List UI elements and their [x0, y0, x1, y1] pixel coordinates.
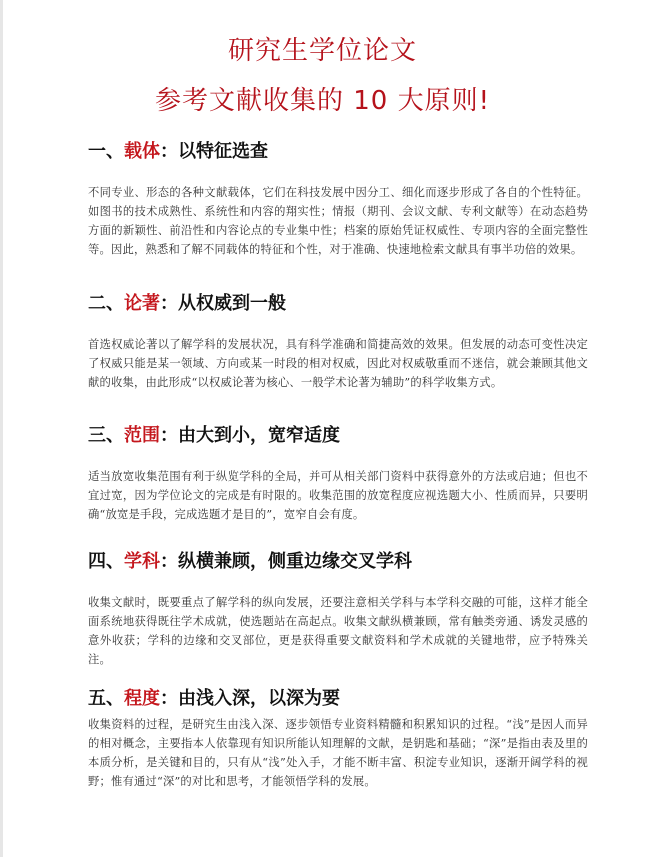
section-heading [88, 424, 588, 448]
section-heading [88, 140, 588, 164]
section-number: 五、 [88, 688, 124, 709]
section-sep: ： [160, 141, 178, 162]
section-4 [88, 550, 588, 669]
section-keyword: 学科 [124, 551, 160, 572]
section-2 [88, 292, 588, 392]
section-sep: ： [160, 688, 178, 709]
section-keyword: 程度 [124, 688, 160, 709]
section-body: 不同专业、形态的各种文献载体，它们在科技发展中因分工、细化而逐步形成了各自的个性特征。如图书的技术成熟性、系统性和内容的翔实性；情报（期刊、会议文献、专利文献等）在动态趋势方面的新颖性、前沿性和内容论点的专业集中性；档案的原始凭证权威性、专项内容的全面完整性等。因此，熟悉和了解不同载体的特征和个性，对于准确、快速地检索文献具有事半功倍的效果。 [88, 186, 588, 256]
section-heading [88, 292, 588, 316]
section-body: 收集资料的过程，是研究生由浅入深、逐步领悟专业资料精髓和积累知识的过程。“浅”是因人而异的相对概念，主要指本人依靠现有知识所能认知理解的文献，是钥匙和基础；“深”是指由表及里的本质分析，是关键和目的，只有从“浅”处入手，才能不断丰富、积淀专业知识，逐渐开阔学科的视野；惟有通过“深”的对比和思考，才能领悟学科的发展。 [88, 718, 588, 788]
section-3 [88, 424, 588, 524]
section-keyword: 范围 [124, 425, 160, 446]
section-body: 适当放宽收集范围有利于纵览学科的全局，并可从相关部门资料中获得意外的方法或启迪；但也不宜过宽，因为学位论文的完成是有时限的。收集范围的放宽程度应视选题大小、性质而异，只要明确“放宽是手段，完成选题才是目的”，宽窄自会有度。 [88, 470, 588, 521]
section-number: 四、 [88, 551, 124, 572]
section-keyword: 载体 [124, 141, 160, 162]
section-sep: ： [160, 425, 178, 446]
section-subtitle: 从权威到一般 [178, 293, 286, 314]
section-sep: ： [160, 293, 178, 314]
document-title: 研究生学位论文 [227, 36, 417, 66]
section-heading [88, 550, 588, 574]
section-subtitle: 纵横兼顾，侧重边缘交叉学科 [178, 551, 412, 572]
section-number: 二、 [88, 293, 124, 314]
section-5 [88, 687, 588, 791]
section-body: 收集文献时，既要重点了解学科的纵向发展，还要注意相关学科与本学科交融的可能，这样才能全面系统地获得既往学术成就，使选题站在高起点。收集文献纵横兼顾，常有触类旁通、诱发灵感的意外收获；学科的边缘和交叉部位，更是获得重要文献资料和学术成就的关键地带，应予特殊关注。 [88, 596, 588, 666]
section-keyword: 论著 [124, 293, 160, 314]
section-number: 三、 [88, 425, 124, 446]
section-number: 一、 [88, 141, 124, 162]
document-subtitle: 参考文献收集的 10 大原则! [154, 86, 491, 116]
section-1 [88, 140, 588, 259]
section-heading [88, 687, 588, 711]
section-subtitle: 以特征选查 [178, 141, 268, 162]
section-body: 首选权威论著以了解学科的发展状况，具有科学准确和简捷高效的效果。但发展的动态可变性决定了权威只能是某一领域、方向或某一时段的相对权威，因此对权威敬重而不迷信，就会兼顾其他文献的收集，由此形成“以权威论著为核心、一般学术论著为辅助”的科学收集方式。 [88, 338, 588, 389]
section-sep: ： [160, 551, 178, 572]
page-left-edge [0, 0, 3, 857]
section-subtitle: 由浅入深，以深为要 [178, 688, 340, 709]
section-subtitle: 由大到小，宽窄适度 [178, 425, 340, 446]
